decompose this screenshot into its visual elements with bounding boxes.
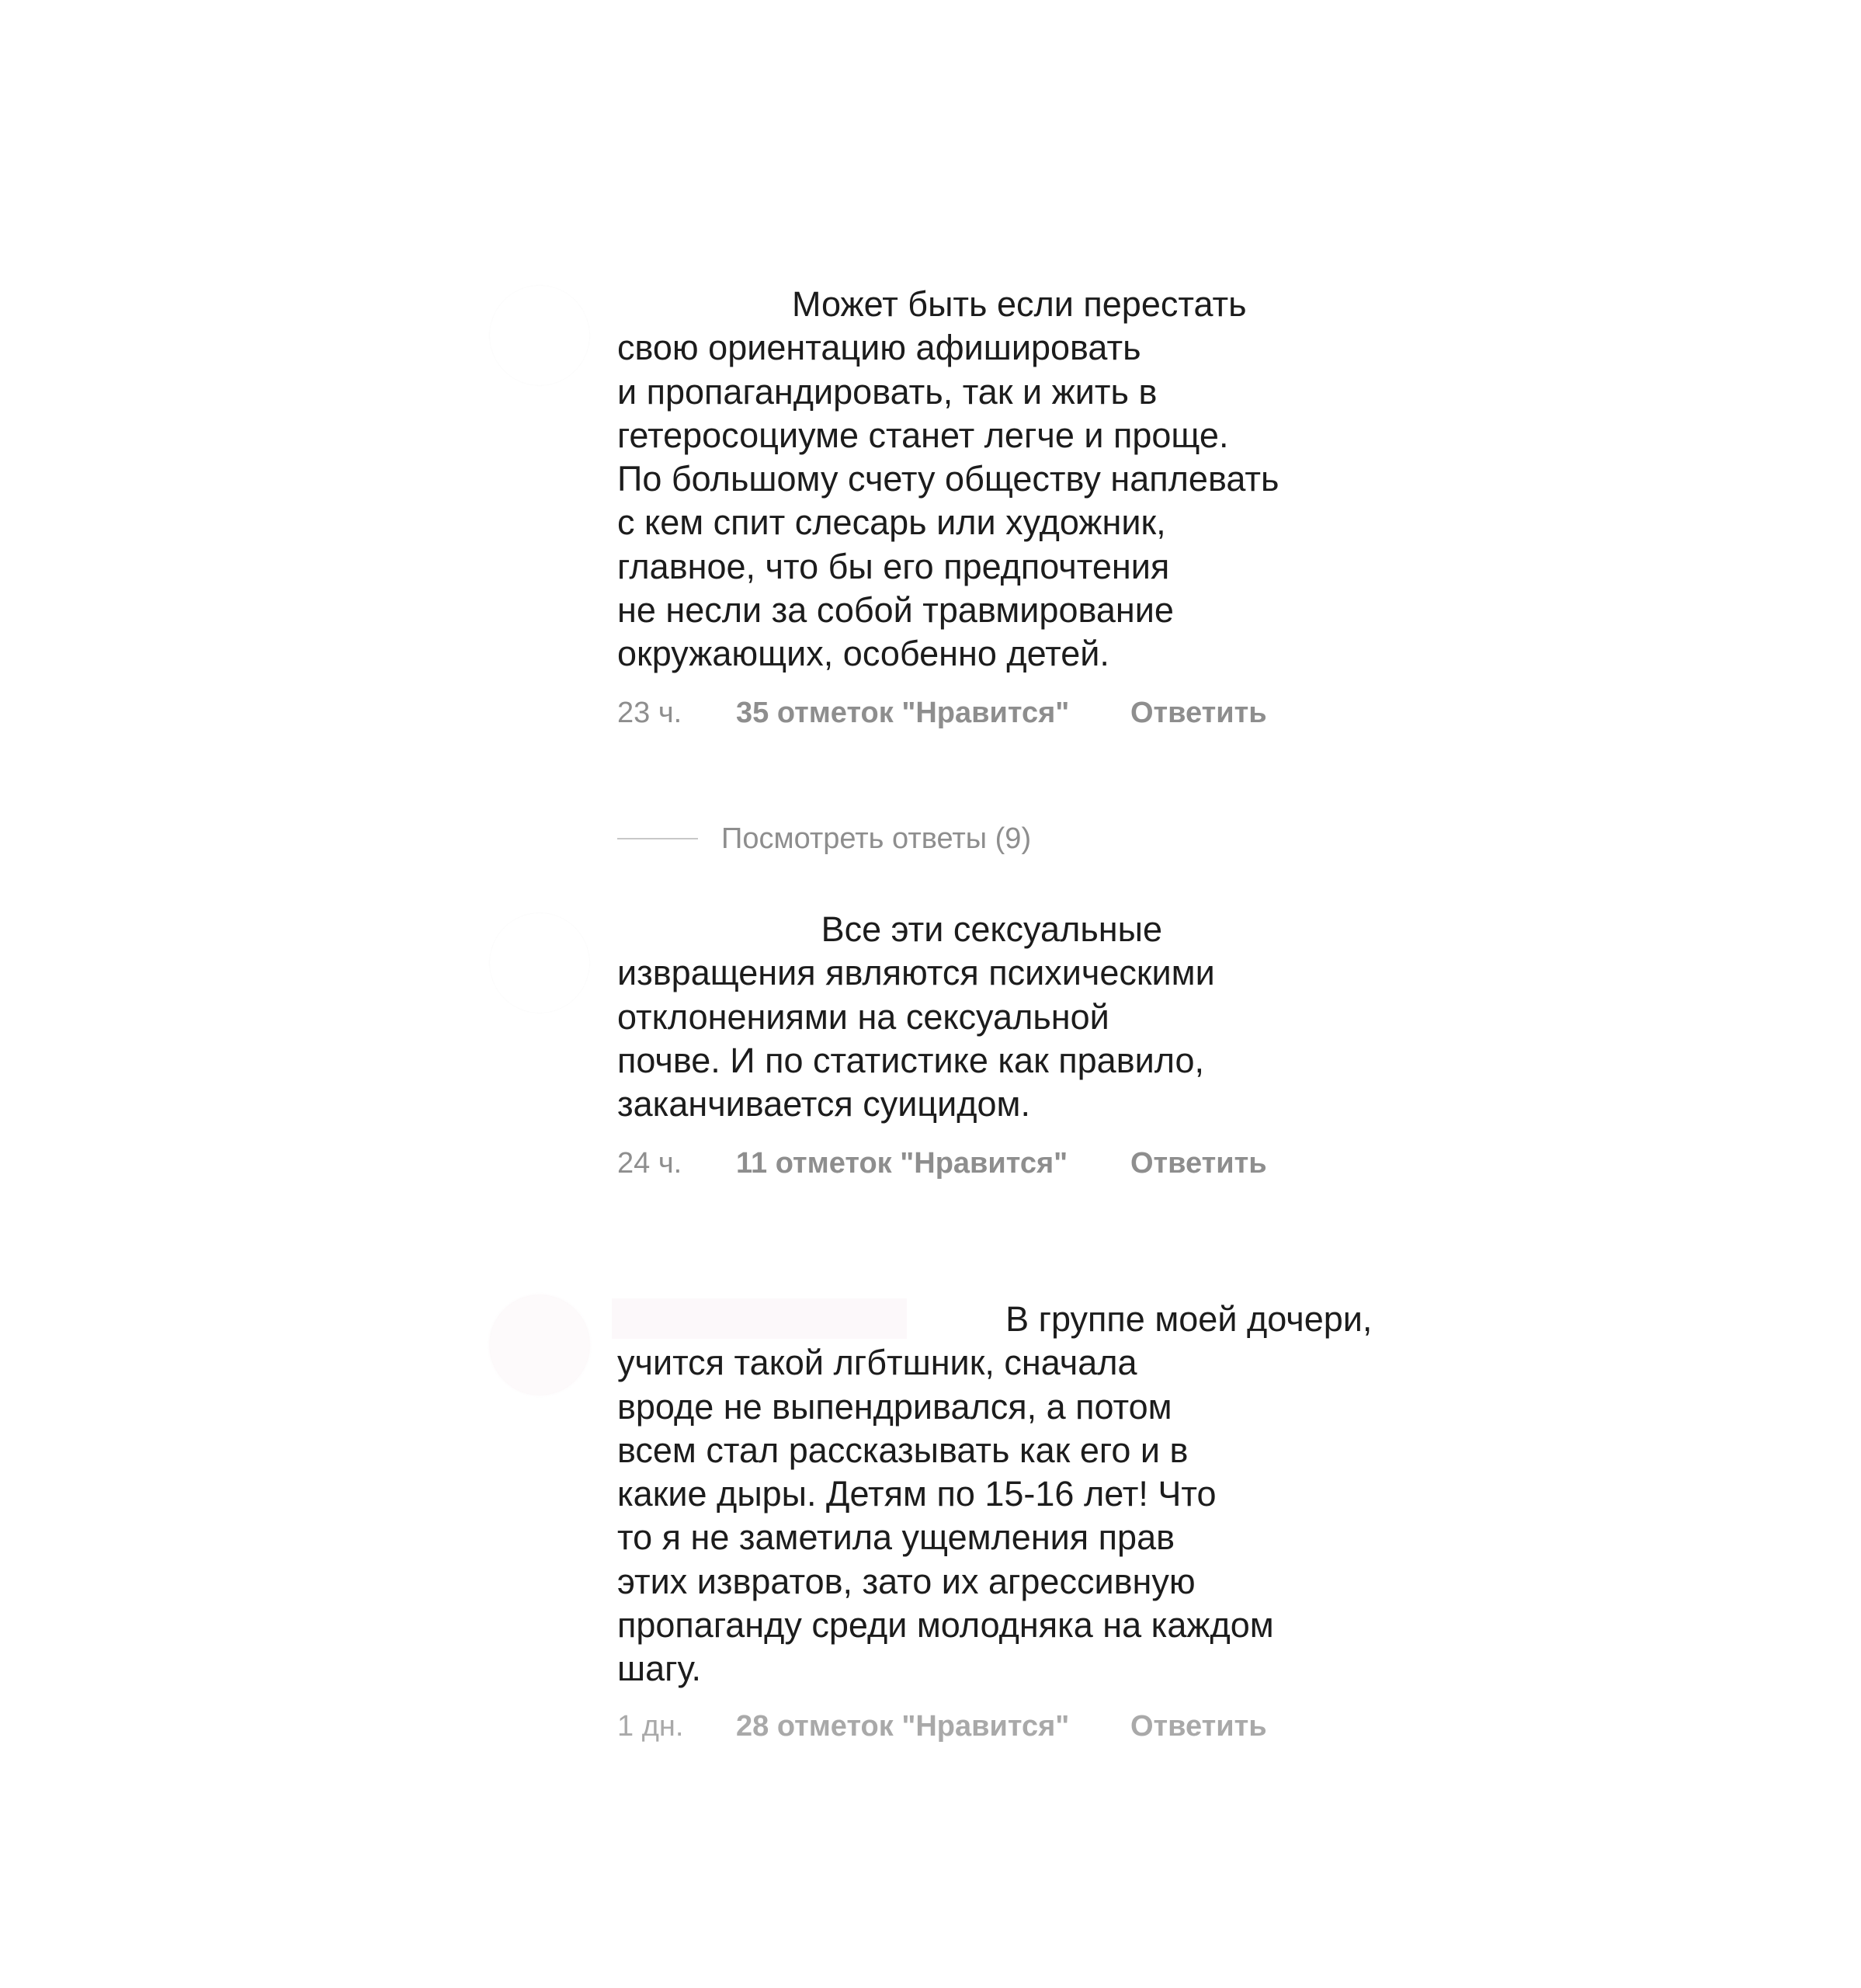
comment-meta <box>617 1143 1267 1183</box>
view-replies-button[interactable] <box>617 818 1031 859</box>
reply-button[interactable]: Ответить <box>1130 1147 1267 1180</box>
commenter-avatar[interactable] <box>490 913 589 1013</box>
reply-button[interactable]: Ответить <box>1130 697 1267 729</box>
comment-meta <box>617 1706 1267 1746</box>
comment-time: 23 ч. <box>617 697 682 729</box>
comment-text: Может быть если перестать свою ориентацию афишировать и пропагандировать, так и жить в гетеросоциуме станет легче и проще. По большому счету обществу наплевать с кем спит слесарь или художник, главное, что бы его предпочтения не несли за собой травмирование окружающих, особенно детей. <box>617 284 1279 674</box>
commenter-avatar[interactable] <box>490 1295 589 1395</box>
comment-likes-count[interactable]: 28 отметок "Нравится" <box>736 1710 1070 1743</box>
reply-button[interactable]: Ответить <box>1130 1710 1267 1743</box>
comment-time: 24 ч. <box>617 1147 682 1180</box>
comment-text: Все эти сексуальные извращения являются психическими отклонениями на сексуальной почве. И по статистике как правило, заканчивается суицидом. <box>617 909 1215 1124</box>
comment-likes-count[interactable]: 11 отметок "Нравится" <box>736 1147 1068 1180</box>
comment-meta <box>617 693 1267 733</box>
commenter-avatar[interactable] <box>490 286 589 385</box>
comment-time: 1 дн. <box>617 1710 684 1743</box>
comment-text: В группе моей дочери, учится такой лгбтшник, сначала вроде не выпендривался, а потом всем стал рассказывать как его и в какие дыры. Детям по 15-16 лет! Что то я не заметила ущемления прав этих извратов, зато их агрессивную пропаганду среди молодняка на каждом шагу. <box>617 1299 1373 1689</box>
comment-likes-count[interactable]: 35 отметок "Нравится" <box>736 697 1070 729</box>
replies-divider-line <box>617 838 698 839</box>
view-replies-label: Посмотреть ответы (9) <box>721 822 1032 855</box>
